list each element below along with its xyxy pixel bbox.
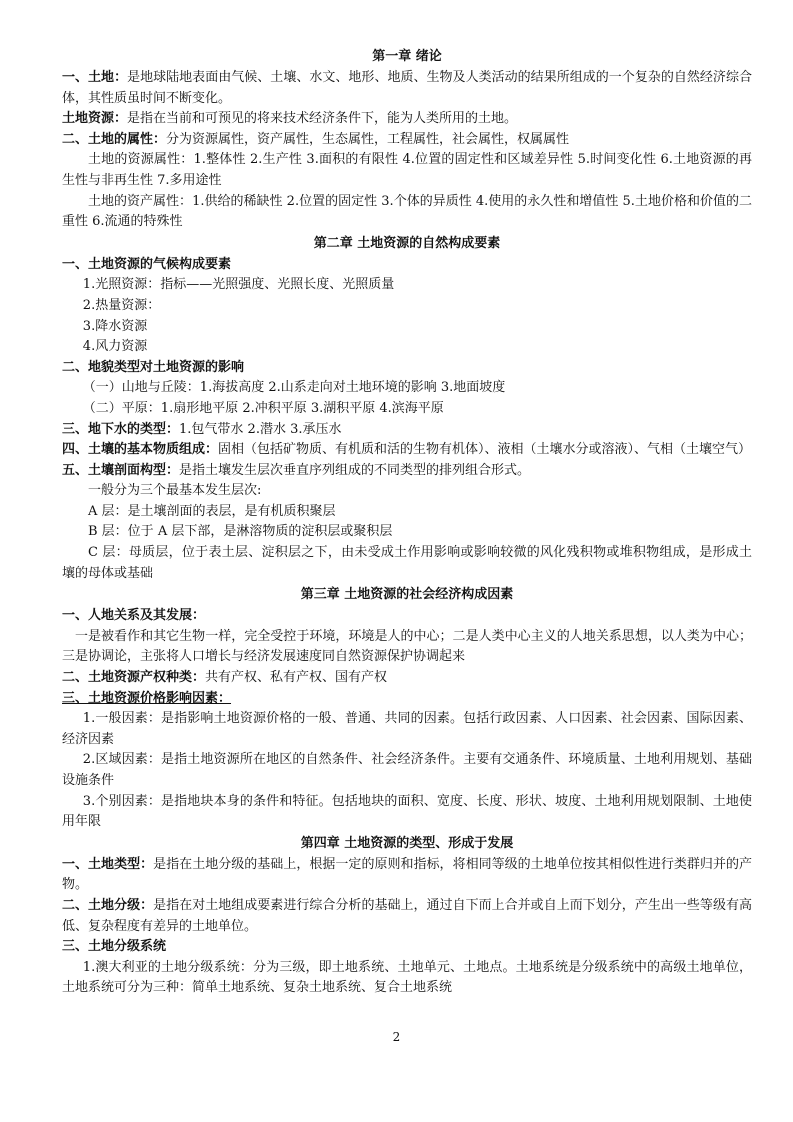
ch4-s2-head: 二、土地分级： bbox=[62, 897, 154, 913]
ch2-s3-head: 三、地下水的类型： bbox=[62, 421, 180, 437]
ch2-s4-head: 四、土壤的基本物质组成： bbox=[62, 442, 219, 458]
ch2-s1-item: 1.光照资源：指标——光照强度、光照长度、光照质量 bbox=[82, 277, 395, 293]
ch3-s3-item: 1.一般因素：是指影响土地资源价格的一般、普通、共同的因素。包括行政因素、人口因素、社会因素、国际因素、经济因素 bbox=[62, 711, 752, 747]
ch3-s1-text: 一是被看作和其它生物一样，完全受控于环境，环境是人的中心；二是人类中心主义的人地关系思想，以人类为中心；三是协调论，主张将人口增长与经济发展速度同自然资源保护协调起来 bbox=[62, 628, 752, 665]
ch2-s5-layer-c: C 层：母质层，位于表土层、淀积层之下，由未受成土作用影响或影响较微的风化残积物或堆积物组成，是形成土壤的母体或基础 bbox=[62, 545, 752, 581]
ch1-s2-resource-attrs: 土地的资源属性：1.整体性 2.生产性 3.面积的有限性 4.位置的固定性和区域差异性 5.时间变化性 6.土地资源的再生性与非再生性 7.多用途性 bbox=[62, 152, 752, 188]
ch2-s5-layer-a: A 层：是土壤剖面的表层，是有机质积聚层 bbox=[88, 503, 336, 519]
ch1-s2 bbox=[62, 130, 752, 151]
ch1-s1b-head: 土地资源： bbox=[62, 111, 128, 127]
ch2-s1-head: 一、土地资源的气候构成要素 bbox=[62, 256, 232, 272]
ch1-s1b bbox=[62, 109, 752, 130]
chapter1-title: 第一章 绪论 bbox=[372, 49, 442, 64]
ch2-s3-text: 1.包气带水 2.潜水 3.承压水 bbox=[179, 421, 342, 437]
ch4-s1 bbox=[62, 855, 752, 896]
ch1-s1-text: 是地球陆地表面由气候、土壤、水文、地形、地质、生物及人类活动的结果所组成的一个复杂的自然经济综合体，其性质虽时间不断变化。 bbox=[62, 70, 752, 106]
ch2-s4 bbox=[62, 440, 752, 461]
ch2-s3 bbox=[62, 420, 752, 441]
ch1-s1b-text: 是指在当前和可预见的将来技术经济条件下，能为人类所用的土地。 bbox=[127, 111, 518, 127]
ch1-s2-head: 二、土地的属性： bbox=[62, 131, 167, 147]
ch1-s2-text: 分为资源属性，资产属性，生态属性，工程属性，社会属性，权属属性 bbox=[166, 131, 570, 147]
ch3-s2 bbox=[62, 668, 752, 689]
chapter2-title: 第二章 土地资源的自然构成要素 bbox=[313, 235, 501, 251]
ch3-s3-item: 2.区域因素：是指土地资源所在地区的自然条件、社会经济条件。主要有交通条件、环境质量、土地利用规划、基础设施条件 bbox=[62, 752, 752, 788]
ch4-s2 bbox=[62, 896, 752, 937]
ch3-s2-head: 二、土地资源产权种类： bbox=[62, 670, 206, 686]
ch2-s2-item: （一）山地与丘陵：1.海拔高度 2.山系走向对土地环境的影响 3.地面坡度 bbox=[82, 380, 506, 396]
page-number: 2 bbox=[392, 1030, 401, 1044]
ch3-s3-item: 3.个别因素：是指地块本身的条件和特征。包括地块的面积、宽度、长度、形状、坡度、土地利用规划限制、土地使用年限 bbox=[62, 793, 752, 830]
ch2-s2-head: 二、地貌类型对土地资源的影响 bbox=[62, 359, 245, 375]
ch4-s2-text: 是指在对土地组成要素进行综合分析的基础上，通过自下而上合并或自上而下划分，产生出一些等级有高低、复杂程度有差异的土地单位。 bbox=[62, 897, 752, 934]
document-page bbox=[62, 46, 752, 999]
ch3-s1-head: 一、人地关系及其发展： bbox=[62, 608, 206, 624]
chapter4-title: 第四章 土地资源的类型、形成于发展 bbox=[300, 835, 514, 851]
chapter3-title: 第三章 土地资源的社会经济构成因素 bbox=[300, 587, 514, 603]
ch2-s2-item: （二）平原：1.扇形地平原 2.冲积平原 3.湖积平原 4.滨海平原 bbox=[82, 400, 444, 416]
ch2-s5 bbox=[62, 461, 752, 482]
ch4-s3-head: 三、土地分级系统 bbox=[62, 939, 167, 955]
ch2-s5-intro: 一般分为三个最基本发生层次: bbox=[88, 483, 262, 499]
ch4-s1-text: 是指在土地分级的基础上，根据一定的原则和指标，将相同等级的土地单位按其相似性进行类群归并的产物。 bbox=[62, 856, 752, 893]
ch1-s1 bbox=[62, 68, 752, 109]
ch1-s1-head: 一、土地： bbox=[62, 70, 128, 85]
ch2-s4-text: 固相（包括矿物质、有机质和活的生物有机体）、液相（土壤水分或溶液）、气相（土壤空气） bbox=[218, 442, 752, 458]
ch2-s1-item: 4.风力资源 bbox=[82, 339, 148, 355]
ch2-s1-item: 2.热量资源： bbox=[82, 297, 161, 313]
ch2-s5-head: 五、土壤剖面构型： bbox=[62, 462, 180, 478]
ch2-s5-layer-b: B 层：位于 A 层下部，是淋溶物质的淀积层或聚积层 bbox=[88, 524, 393, 540]
ch4-s1-head: 一、土地类型： bbox=[62, 856, 154, 872]
ch3-s2-text: 共有产权、私有产权、国有产权 bbox=[205, 670, 388, 686]
ch1-s2-asset-attrs: 土地的资产属性：1.供给的稀缺性 2.位置的固定性 3.个体的异质性 4.使用的永久性和增值性 5.土地价格和价值的二重性 6.流通的特殊性 bbox=[62, 193, 752, 230]
ch3-s3-head: 三、土地资源价格影响因素： bbox=[62, 690, 232, 706]
ch4-s3-text: 1.澳大利亚的土地分级系统：分为三级，即土地系统、土地单元、土地点。土地系统是分级系统中的高级土地单位，土地系统可分为三种：简单土地系统、复杂土地系统、复合土地系统 bbox=[62, 959, 752, 996]
ch2-s1-item: 3.降水资源 bbox=[82, 318, 148, 334]
ch2-s5-text: 是指土壤发生层次垂直序列组成的不同类型的排列组合形式。 bbox=[179, 462, 531, 478]
